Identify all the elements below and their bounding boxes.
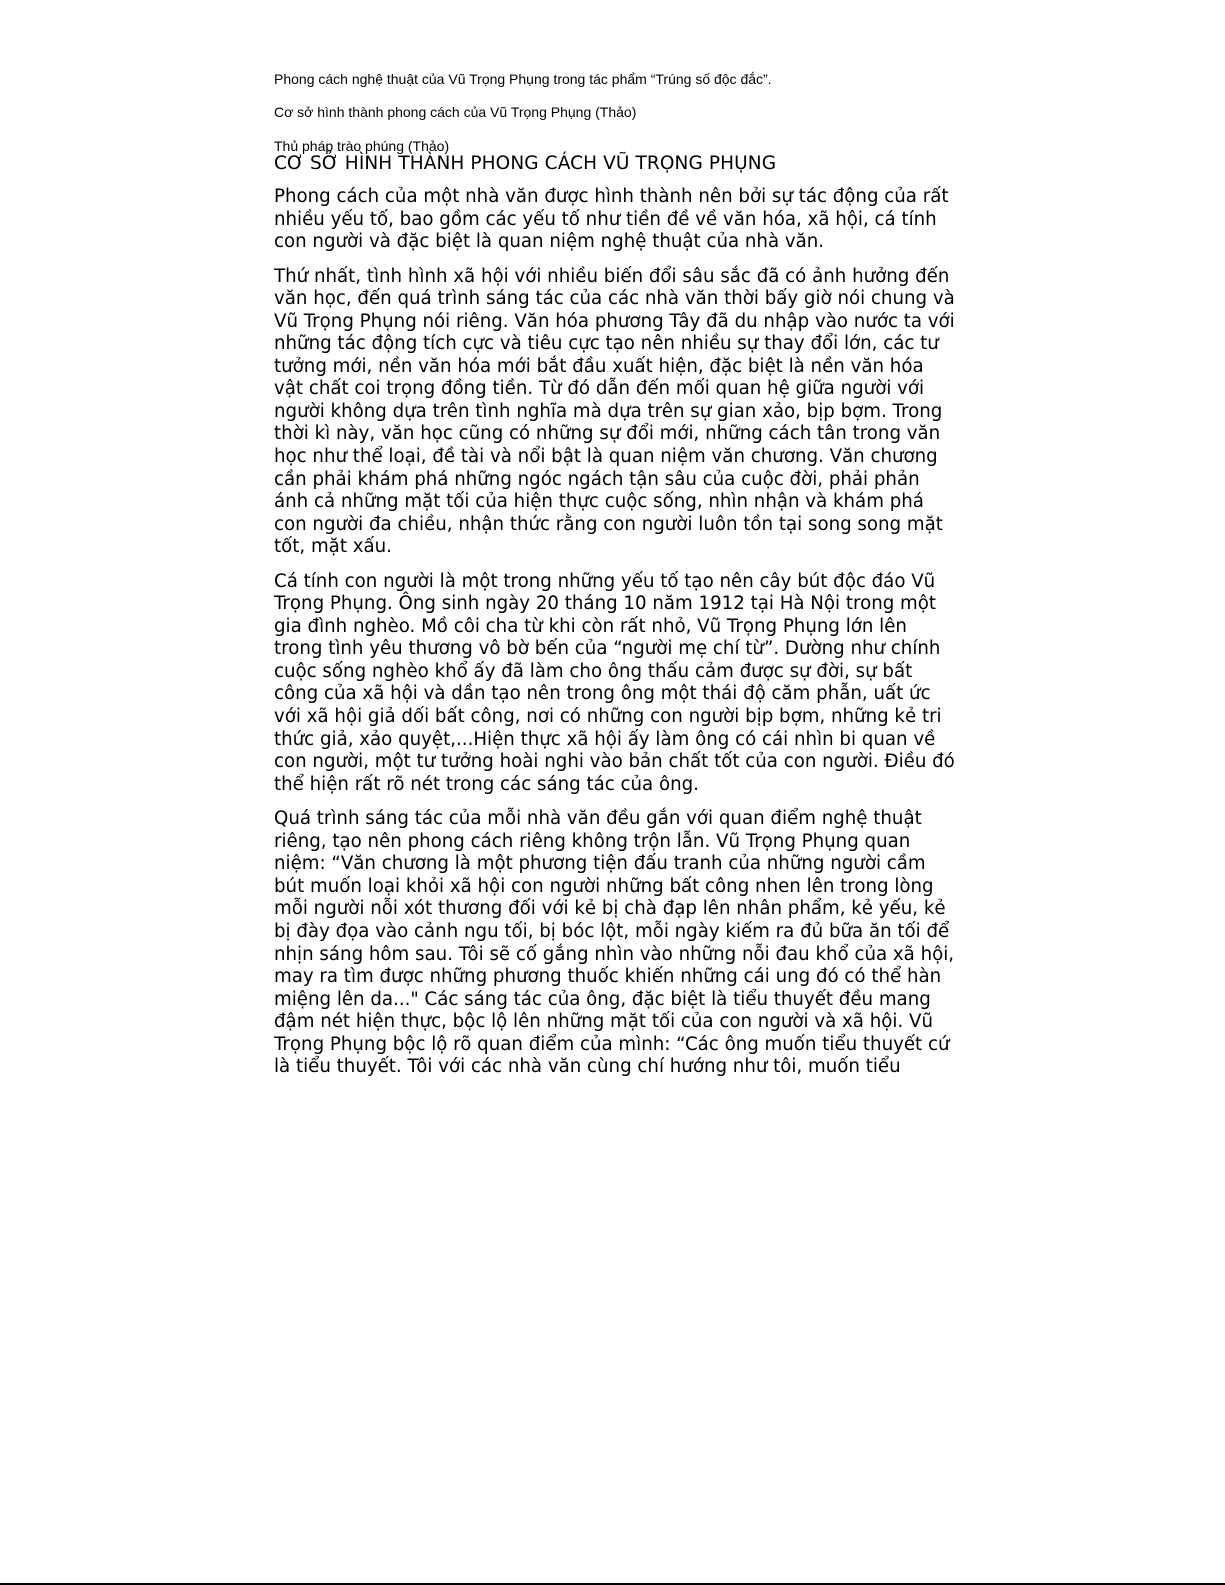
toc-entry-basis[interactable]: Cơ sở hình thành phong cách của Vũ Trọng Phụng (Thảo) (274, 104, 637, 120)
toc-entry-satire[interactable]: Thủ pháp trào phúng (Thảo) (274, 138, 450, 154)
section-heading: CƠ SỞ HÌNH THÀNH PHONG CÁCH VŨ TRỌNG PHỤNG (274, 153, 777, 174)
paragraph-personality: Cá tính con người là một trong những yếu tố tạo nên cây bút độc đáo Vũ Trọng Phụng. Ông sinh ngày 20 tháng 10 năm 1912 tại Hà Nội trong một gia đình nghèo. Mồ côi cha từ khi còn rất nhỏ, Vũ Trọng Phụng lớn lên trong tình yêu thương vô bờ bến của “người mẹ chí từ”. Dường như chính cuộc sống nghèo khổ ấy đã làm cho ông thấu cảm được sự đời, sự bất công của xã hội và dần tạo nên trong ông một thái độ căm phẫn, uất ức với xã hội giả dối bất công, nơi có những con người bịp bợm, những kẻ tri thức giả, xảo quyệt,...Hiện thực xã hội ấy làm ông có cái nhìn bi quan về con người, một tư tưởng hoài nghi vào bản chất tốt của con người. Điều đó thể hiện rất rõ nét trong các sáng tác của ông. (274, 570, 955, 795)
document-body (274, 186, 956, 1091)
paragraph-intro: Phong cách của một nhà văn được hình thành nên bởi sự tác động của rất nhiều yếu tố, bao gồm các yếu tố như tiền đề về văn hóa, xã hội, cá tính con người và đặc biệt là quan niệm nghệ thuật của nhà văn. (274, 186, 949, 253)
paragraph-artistic-view: Quá trình sáng tác của mỗi nhà văn đều gắn với quan điểm nghệ thuật riêng, tạo nên phong cách riêng không trộn lẫn. Vũ Trọng Phụng quan niệm: “Văn chương là một phương tiện đấu tranh của những người cầm bút muốn loại khỏi xã hội con người những bất công nhen lên trong lòng mỗi người nỗi xót thương đối với kẻ bị chà đạp lên nhân phẩm, kẻ yếu, kẻ bị đày đọa vào cảnh ngu tối, bị bóc lột, mỗi ngày kiếm ra đủ bữa ăn tối để nhịn sáng hôm sau. Tôi sẽ cố gắng nhìn vào những nỗi đau khổ của xã hội, may ra tìm được những phương thuốc khiến những cái ung đó có thể hàn miệng lên da..." Các sáng tác của ông, đặc biệt là tiểu thuyết đều mang đậm nét hiện thực, bộc lộ lên những mặt tối của con người và xã hội. Vũ Trọng Phụng bộc lộ rõ quan điểm của mình: “Các ông muốn tiểu thuyết cứ là tiểu thuyết. Tôi với các nhà văn cùng chí hướng như tôi, muốn tiểu (274, 808, 955, 1078)
toc-entry-style[interactable]: Phong cách nghệ thuật của Vũ Trọng Phụng trong tác phẩm “Trúng số độc đắc”. (274, 71, 772, 87)
paragraph-society: Thứ nhất, tình hình xã hội với nhiều biến đổi sâu sắc đã có ảnh hưởng đến văn học, đến quá trình sáng tác của các nhà văn thời bấy giờ nói chung và Vũ Trọng Phụng nói riêng. Văn hóa phương Tây đã du nhập vào nước ta với những tác động tích cực và tiêu cực tạo nên nhiều sự thay đổi lớn, các tư tưởng mới, nền văn hóa mới bắt đầu xuất hiện, đặc biệt là nền văn hóa vật chất coi trọng đồng tiền. Từ đó dẫn đến mối quan hệ giữa người với người không dựa trên tình nghĩa mà dựa trên sự gian xảo, bịp bợm. Trong thời kì này, văn học cũng có những sự đổi mới, những cách tân trong văn học như thể loại, đề tài và nổi bật là quan niệm văn chương. Văn chương cần phải khám phá những ngóc ngách tận sâu của cuộc đời, phải phản ánh cả những mặt tối của hiện thực cuộc sống, nhìn nhận và khám phá con người đa chiều, nhận thức rằng con người luôn tồn tại song song mặt tốt, mặt xấu. (274, 265, 955, 558)
